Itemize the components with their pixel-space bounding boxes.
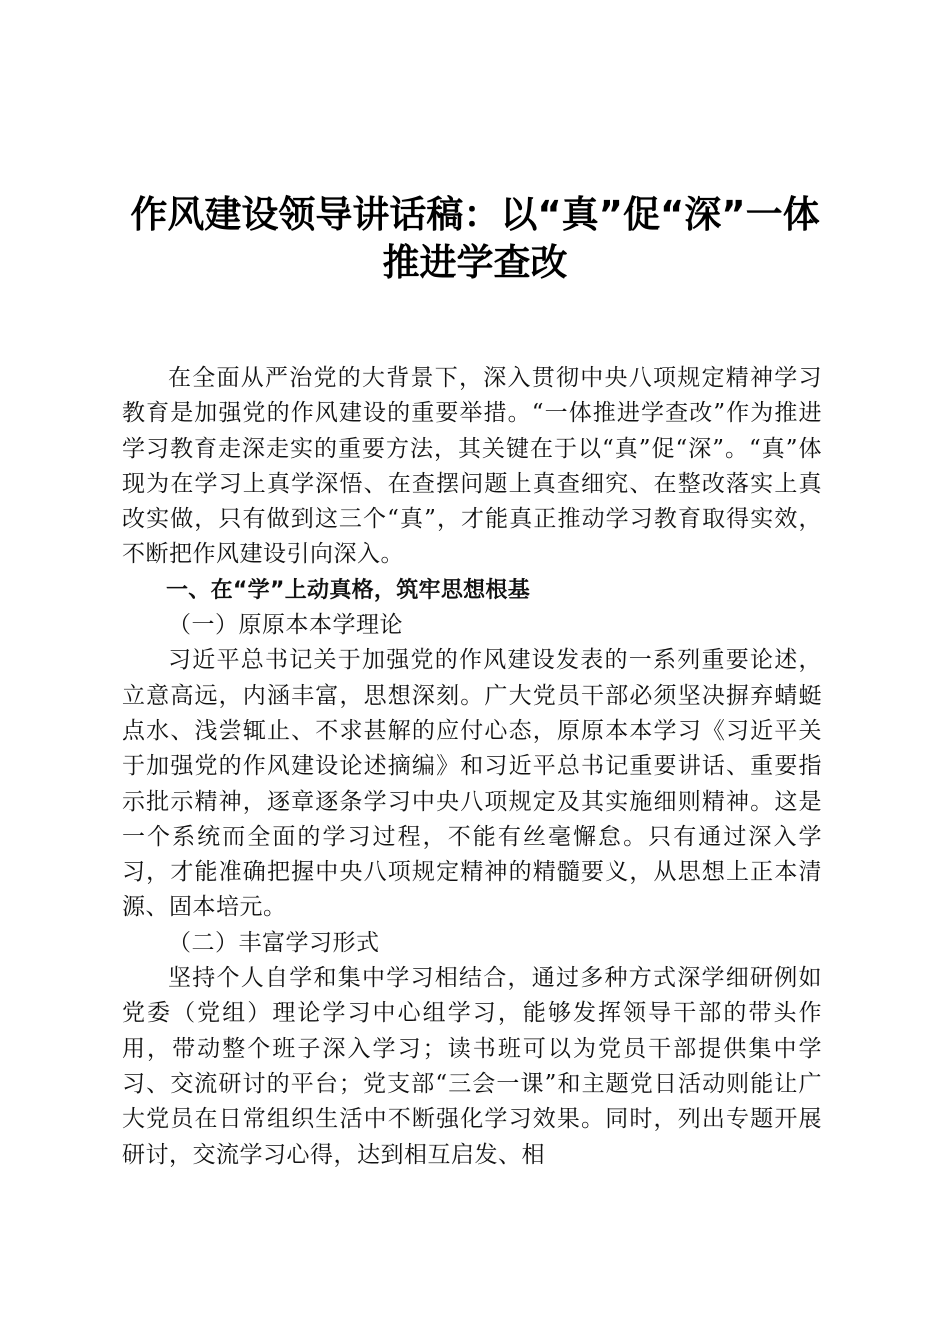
intro-paragraph: 在全面从严治党的大背景下，深入贯彻中央八项规定精神学习教育是加强党的作风建设的重要举措。“一体推进学查改”作为推进学习教育走深走实的重要方法，其关键在于以“真”促“深”。“真”体现为在学习上真学深悟、在查摆问题上真查细究、在整改落实上真改实做，只有做到这三个“真”，才能真正推动学习教育取得实效，不断把作风建设引向深入。	[122, 365, 822, 568]
subsection-1-heading: （一）原原本本学理论	[168, 612, 403, 639]
section-1-heading: 一、在“学”上动真格，筑牢思想根基	[166, 577, 531, 603]
document-body	[122, 361, 822, 1173]
subsection-2-paragraph: 坚持个人自学和集中学习相结合，通过多种方式深学细研例如党委（党组）理论学习中心组学习，能够发挥领导干部的带头作用，带动整个班子深入学习；读书班可以为党员干部提供集中学习、交流研讨的平台；党支部“三会一课”和主题党日活动则能让广大党员在日常组织生活中不断强化学习效果。同时，列出专题开展研讨，交流学习心得，达到相互启发、相	[122, 965, 822, 1168]
subsection-1-paragraph: 习近平总书记关于加强党的作风建设发表的一系列重要论述，立意高远，内涵丰富，思想深刻。广大党员干部必须坚决摒弃蜻蜓点水、浅尝辄止、不求甚解的应付心态，原原本本学习《习近平关于加强党的作风建设论述摘编》和习近平总书记重要讲话、重要指示批示精神，逐章逐条学习中央八项规定及其实施细则精神。这是一个系统而全面的学习过程，不能有丝毫懈怠。只有通过深入学习，才能准确把握中央八项规定精神的精髓要义，从思想上正本清源、固本培元。	[122, 647, 822, 921]
document-title-line-2: 推进学查改	[382, 241, 568, 284]
document-title-line-1: 作风建设领导讲话稿：以“真”促“深”一体	[130, 193, 820, 236]
subsection-2-heading: （二）丰富学习形式	[168, 929, 380, 956]
